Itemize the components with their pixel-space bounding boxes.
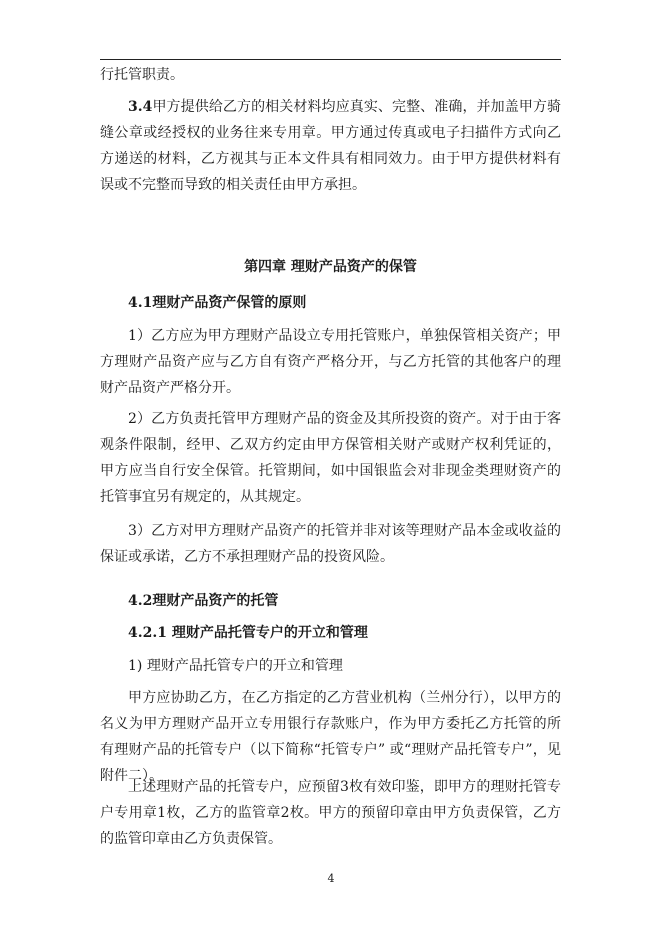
paragraph-text: 上述理财产品的托管专户，应预留3枚有效印鉴，即甲方的理财托管专户专用章1枚，乙方的监管章2枚。甲方的预留印章由甲方负责保管，乙方的监管印章由乙方负责保管。 xyxy=(100,779,561,847)
paragraph-3-4 xyxy=(100,94,561,198)
paragraph-text xyxy=(100,94,561,198)
clause-number: 3.4 xyxy=(128,99,153,115)
subsection-item-1: 1) 理财产品托管专户的开立和管理 xyxy=(128,658,343,674)
paragraph-principle-3 xyxy=(100,518,561,570)
paragraph-text: 甲方应协助乙方，在乙方指定的乙方营业机构（兰州分行），以甲方的名义为甲方理财产品开立专用银行存款账户，作为甲方委托乙方托管的所有理财产品的托管专户（以下简称“托管专户” 或“理财产品托管专户”，见附件二）。 xyxy=(100,690,561,784)
paragraph-seals xyxy=(100,774,561,852)
paragraph-text: 3）乙方对甲方理财产品资产的托管并非对该等理财产品本金或收益的保证或承诺，乙方不承担理财产品的投资风险。 xyxy=(100,523,561,565)
paragraph-text: 行托管职责。 xyxy=(100,67,184,83)
header-rule xyxy=(100,59,561,60)
section-heading-4-2-1: 4.2.1 理财产品托管专户的开立和管理 xyxy=(128,625,368,641)
chapter-title: 第四章 理财产品资产的保管 xyxy=(244,259,417,275)
paragraph-principle-2 xyxy=(100,406,561,510)
section-heading-4-2: 4.2理财产品资产的托管 xyxy=(128,593,279,609)
clause-text: 甲方提供给乙方的相关材料均应真实、完整、准确，并加盖甲方骑缝公章或经授权的业务往来专用章。甲方通过传真或电子扫描件方式向乙方递送的材料，乙方视其与正本文件具有相同效力。由于甲方提供材料有误或不完整而导致的相关责任由甲方承担。 xyxy=(100,99,561,193)
paragraph-text: 1）乙方应为甲方理财产品设立专用托管账户，单独保管相关资产；甲方理财产品资产应与乙方自有资产严格分开，与乙方托管的其他客户的理财产品资产严格分开。 xyxy=(100,328,561,396)
paragraph-principle-1 xyxy=(100,323,561,401)
page-number: 4 xyxy=(327,872,335,885)
section-heading-4-1: 4.1理财产品资产保管的原则 xyxy=(128,295,307,311)
paragraph-continuation xyxy=(100,62,561,88)
paragraph-text: 2）乙方负责托管甲方理财产品的资金及其所投资的资产。对于由于客观条件限制，经甲、乙双方约定由甲方保管相关财产或财产权利凭证的，甲方应当自行安全保管。托管期间，如中国银监会对非现金类理财资产的托管事宜另有规定的，从其规定。 xyxy=(100,411,561,505)
